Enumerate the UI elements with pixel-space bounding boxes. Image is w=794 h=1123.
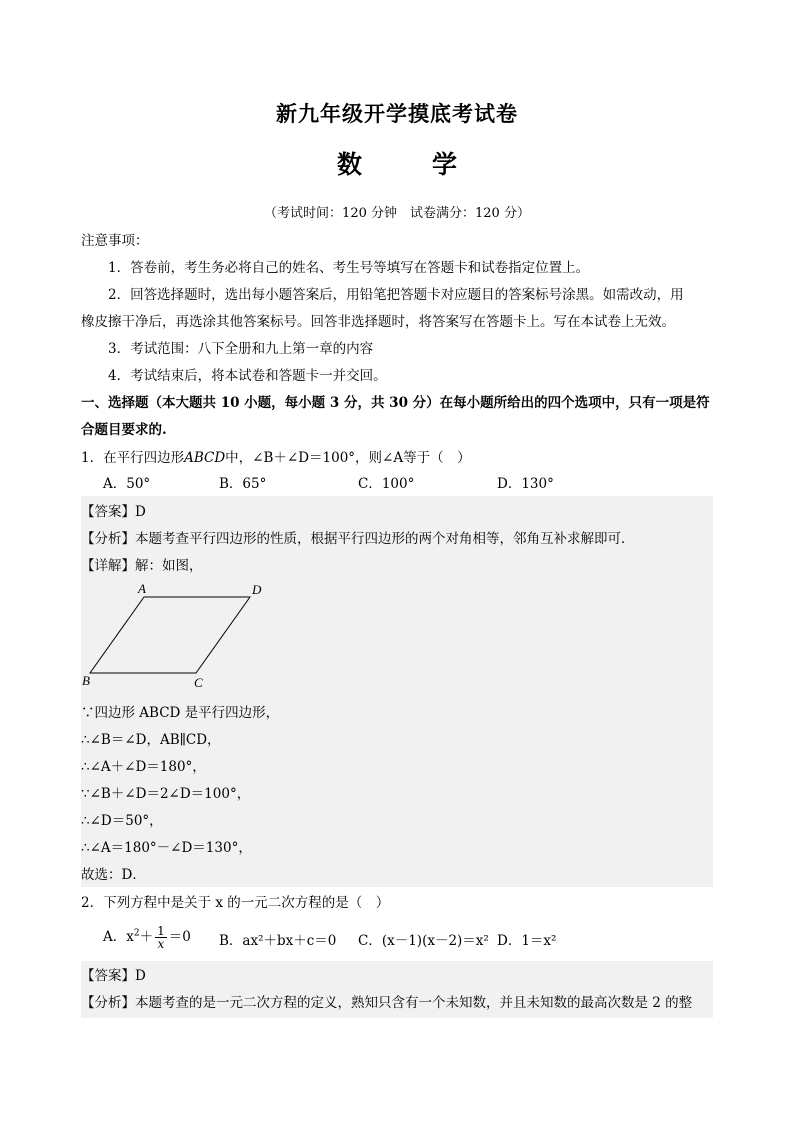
q1-step-6: ∴∠A＝180°－∠D＝130°， [81, 840, 252, 856]
section-heading-rest: 在每小题所给出的四个选项中，只有一项是符 [439, 395, 710, 411]
q2-answer-value: D [135, 968, 146, 984]
q2-answer-tag: 【答案】 [81, 968, 135, 984]
q2-opt-a-suffix: ＝0 [168, 929, 191, 945]
q1-stem-prefix: 1．在平行四边形 [81, 450, 185, 466]
q1-step-2: ∴∠B＝∠D，AB∥CD， [81, 732, 221, 748]
section-heading-line1 [81, 391, 710, 411]
q1-step-5: ∴∠D＝50°， [81, 813, 163, 829]
subject-char-2: 学 [432, 150, 458, 179]
section-heading-line2: 合题目要求的. [81, 422, 167, 438]
q1-analysis [81, 527, 635, 547]
section-heading-bold: 一、选择题（本大题共 10 小题，每小题 3 分，共 30 分） [81, 395, 440, 411]
q1-step-1: ∵四边形 ABCD 是平行四边形， [81, 705, 280, 721]
q2-option-b: B．ax²＋bx＋c＝0 [219, 933, 337, 949]
q2-opt-a-prefix: A．x [103, 929, 134, 945]
subject-char-1: 数 [336, 150, 362, 179]
exam-title: 新九年级开学摸底考试卷 [276, 102, 518, 126]
notes-heading: 注意事项： [81, 233, 149, 249]
q1-answer [81, 500, 146, 520]
q1-option-b: B．65° [219, 476, 267, 492]
q1-option-a: A．50° [103, 476, 151, 492]
q2-answer [81, 964, 146, 984]
note-item-2-line1: 2．回答选择题时，选出每小题答案后，用铅笔把答题卡对应题目的答案标号涂黑。如需改动，用 [108, 287, 684, 303]
q1-option-d: D．130° [497, 476, 554, 492]
parallelogram-shape [90, 597, 250, 673]
q2-option-a: A．$x^2+$ $\frac{1}{x}$ ＝0 [103, 924, 191, 951]
q1-analysis-tag: 【分析】 [81, 531, 135, 547]
q2-opt-a-numerator: 1 [157, 924, 165, 938]
q1-option-c: C．100° [358, 476, 415, 492]
vertex-label-a: A [138, 581, 146, 596]
vertex-label-d: D [252, 582, 262, 597]
note-item-2-line2: 橡皮擦干净后，再选涂其他答案标号。回答非选择题时，将答案写在答题卡上。写在本试卷上无效。 [81, 314, 675, 330]
note-item-4: 4．考试结束后，将本试卷和答题卡一并交回。 [108, 368, 387, 384]
q2-opt-a-fraction [155, 925, 167, 950]
q1-answer-value: D [135, 504, 146, 520]
parallelogram-figure [80, 580, 280, 690]
exam-info: （考试时间：120 分钟 试卷满分：120 分） [264, 206, 530, 221]
vertex-label-c: C [194, 675, 203, 690]
q2-analysis-tag: 【分析】 [81, 995, 135, 1011]
q1-detail [81, 554, 203, 574]
q1-step-3: ∴∠A＋∠D＝180°， [81, 759, 206, 775]
q2-stem: 2．下列方程中是关于 x 的一元二次方程的是（ ） [81, 895, 390, 911]
q2-analysis-text: 本题考查的是一元二次方程的定义，熟知只含有一个未知数，并且未知数的最高次数是 2 的整 [135, 995, 693, 1011]
q2-opt-a-plus: ＋ [139, 929, 154, 945]
q1-answer-tag: 【答案】 [81, 504, 135, 520]
note-item-1: 1．答卷前，考生务必将自己的姓名、考生号等填写在答题卡和试卷指定位置上。 [108, 260, 590, 276]
vertex-label-b: B [82, 673, 90, 688]
q1-step-7: 故选：D． [81, 867, 146, 883]
q1-stem-mid: 中，∠B＋∠D＝100°，则∠A等于（ ） [225, 450, 471, 466]
q1-detail-text: 解：如图， [135, 558, 203, 574]
q2-analysis [81, 991, 692, 1011]
q1-stem-abcd: ABCD [184, 450, 226, 466]
q2-option-d: D．1＝x² [497, 933, 557, 949]
q1-step-4: ∵∠B＋∠D＝2∠D＝100°， [81, 786, 251, 802]
q2-option-c: C．(x－1)(x－2)＝x² [358, 933, 489, 949]
q1-analysis-text: 本题考查平行四边形的性质，根据平行四边形的两个对角相等，邻角互补求解即可． [135, 531, 635, 547]
q1-detail-tag: 【详解】 [81, 558, 135, 574]
q2-opt-a-denominator: x [157, 937, 165, 951]
note-item-3: 3．考试范围：八下全册和九上第一章的内容 [108, 341, 374, 357]
q1-stem [81, 446, 471, 466]
subject-title [0, 145, 794, 181]
